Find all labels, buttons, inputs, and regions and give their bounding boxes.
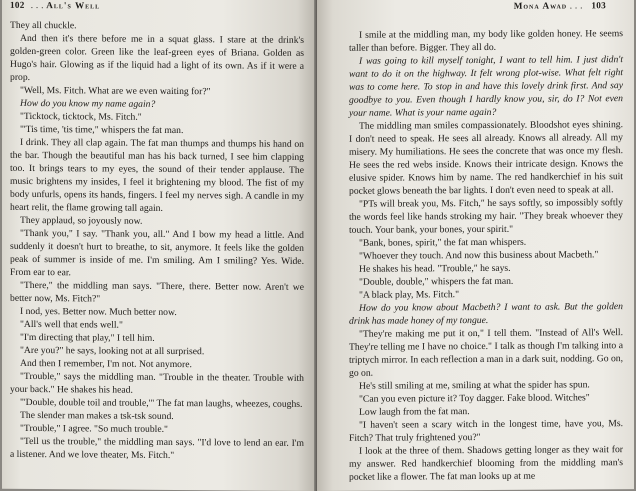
paragraph: "They're making me put it on," I tell them. "Instead of All's Well. They're telling me I have no choice." I talk as though I'm talking into a triptych mirror. In each reflection a man in a dark suit, nodding. Go on, go on. bbox=[349, 327, 623, 379]
page-number-right: 103 bbox=[591, 0, 606, 11]
paragraph: "There," the middling man says. "There, there. Better now. Aren't we better now, Ms. Fitch?" bbox=[10, 279, 304, 305]
paragraph: "I'm directing that play," I tell him. bbox=[20, 331, 155, 344]
left-page-text bbox=[10, 19, 304, 463]
paragraph: I nod, yes. Better now. Much better now. bbox=[20, 305, 177, 319]
paragraph: He shakes his head. "Trouble," he says. bbox=[359, 262, 511, 275]
page-number-left: 102 bbox=[10, 0, 25, 10]
paragraph: They all chuckle. bbox=[10, 19, 77, 32]
paragraph: The slender man makes a tsk-tsk sound. bbox=[20, 409, 174, 423]
paragraph: Low laugh from the fat man. bbox=[359, 406, 470, 418]
running-head-right: Mona Awad . . . 103 bbox=[513, 0, 606, 11]
paragraph: "A black play, Ms. Fitch." bbox=[359, 289, 459, 301]
paragraph: "Thank you," I say. "Thank you, all." And I bow my head a little. And suddenly it doesn't hurt to breathe, to sit, anymore. It feels like the golden peak of summer is inside of me. I'm smiling. Am I smiling? Yes. Wide. From ear to ear. bbox=[10, 227, 304, 279]
running-head-author: Mona Awad bbox=[513, 0, 568, 11]
paragraph: How do you know my name again? bbox=[20, 97, 156, 110]
left-page bbox=[2, 0, 316, 491]
paragraph: "Whoever they touch. And now this business about Macbeth." bbox=[359, 249, 599, 262]
running-head-title: All's Well bbox=[46, 0, 101, 11]
paragraph: I drink. They all clap again. The fat man thumps and thumps his hand on the bar. Though the beautiful man has his back turned, I see him clapping too. It brings tears to my eyes, the sound of their tender applause. The music brightens my insides, I feel it brightening my blood. The fist of my body unfurls, opens its hands, fingers. I feel my nerves sigh. A candle in my heart relit, the flame growing tall again. bbox=[10, 136, 304, 214]
paragraph: And then I remember, I'm not. Not anymore. bbox=[20, 357, 192, 371]
paragraph: "Bank, bones, spirit," the fat man whispers. bbox=[359, 236, 527, 249]
paragraph: "Trouble," says the middling man. "Trouble in the theater. Trouble with your back." He shakes his head. bbox=[10, 370, 304, 396]
paragraph: I smile at the middling man, my body like golden honey. He seems taller than before. Bigger. They all do. bbox=[349, 28, 623, 54]
paragraph: "Double, double," whispers the fat man. bbox=[359, 275, 514, 288]
right-page bbox=[317, 0, 634, 491]
paragraph: I was going to kill myself tonight, I want to tell him. I just didn't want to do it on the highway. It felt wrong plot-wise. What felt right was to come here. To stop in and have this lovely drink first. And say goodbye to you. Even though I hardly know you, sir, do I? Not even your name. What is your name again? bbox=[349, 54, 623, 119]
paragraph: The middling man smiles compassionately. Bloodshot eyes shining. I don't need to speak. He sees all already. Knows all already. All my misery. My humiliations. He sees the concrete that was once my flesh. He sees the red webs inside. Knows their intricate design. Knows the elusive spider. Knows him by name. The red handkerchief in his suit pocket glows beneath the bar lights. I don't even need to speak at all. bbox=[349, 119, 623, 197]
paragraph: "All's well that ends well." bbox=[20, 318, 123, 331]
paragraph: "'Double, double toil and trouble,'" The fat man laughs, wheezes, coughs. bbox=[20, 396, 303, 410]
right-page-text bbox=[349, 27, 623, 484]
paragraph: "PTs will break you, Ms. Fitch," he says softly, so impossibly softly the words feel like hands stroking my hair. "They break whoever they touch. Your bank, your bones, your spirit." bbox=[349, 197, 623, 236]
paragraph: "Trouble," I agree. "So much trouble." bbox=[20, 422, 168, 435]
paragraph: "Tell us the trouble," the middling man says. "I'd love to lend an ear. I'm a listener. And we love theater, Ms. Fitch." bbox=[10, 435, 304, 462]
paragraph: "Ticktock, ticktock, Ms. Fitch." bbox=[20, 110, 142, 123]
paragraph: He's still smiling at me, smiling at what the spider has spun. bbox=[359, 379, 590, 392]
paragraph: "I haven't seen a scary witch in the longest time, have you, Ms. Fitch? That truly frightened you?" bbox=[349, 418, 623, 444]
paragraph: I look at the three of them. Shadows getting longer as they wait for my answer. Red handkerchief blooming from the middling man's pocket like a flower. The fat man looks up at me bbox=[349, 444, 623, 483]
paragraph: "Well, Ms. Fitch. What are we even waiting for?" bbox=[20, 84, 211, 98]
paragraph: "'Tis time, 'tis time," whispers the fat man. bbox=[20, 123, 184, 137]
running-head-left: 102 . . . All's Well bbox=[10, 0, 101, 11]
paragraph: How do you know about Macbeth? I want to ask. But the golden drink has made honey of my tongue. bbox=[349, 301, 623, 327]
paragraph: "Are you?" he says, looking not at all surprised. bbox=[20, 344, 205, 358]
paragraph: And then it's there before me in a squat glass. I stare at the drink's golden-green color. Green like the leaf-green eyes of Briana. Golden as Hugo's hair. Glowing as if the liquid had a light of its own. As if it were a prop. bbox=[10, 32, 304, 84]
paragraph: They applaud, so joyously now. bbox=[20, 214, 143, 227]
paragraph: "Can you even picture it? Toy dagger. Fake blood. Witches" bbox=[359, 392, 590, 405]
